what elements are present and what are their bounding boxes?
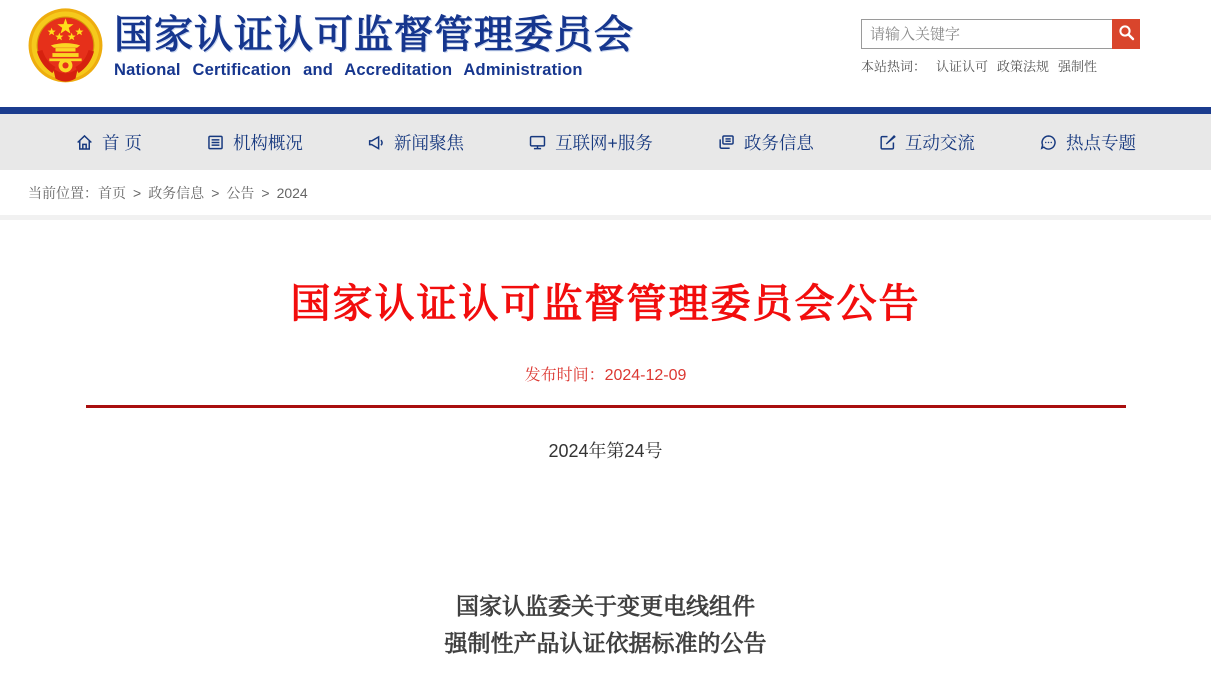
breadcrumb-separator: > [211, 184, 220, 201]
site-title-block [114, 6, 634, 80]
nav-label: 热点专题 [1065, 132, 1136, 153]
site-title-zh: 国家认证认可监督管理委员会 [114, 14, 635, 57]
search-icon [1118, 24, 1135, 44]
nav-label: 首 页 [102, 132, 142, 153]
nav-item-gov-info[interactable] [717, 130, 814, 155]
nav-item-news[interactable] [367, 130, 464, 155]
nav-item-home[interactable] [75, 130, 142, 155]
publish-date [0, 362, 1211, 385]
gov-info-icon [717, 133, 736, 152]
hot-word-link[interactable]: 认证认可 [936, 59, 989, 74]
search-area [861, 19, 1140, 75]
page-title: 国家认证认可监督管理委员会公告 [290, 282, 921, 326]
search-input[interactable] [861, 19, 1112, 49]
org-overview-icon [206, 133, 225, 152]
site-logo-link[interactable] [27, 6, 634, 99]
home-icon [75, 133, 94, 152]
nav-item-interaction[interactable] [878, 130, 975, 155]
hot-words-label: 本站热词： [861, 59, 927, 74]
breadcrumb-item-announcements[interactable]: 公告 [226, 184, 255, 201]
national-emblem-icon [27, 6, 104, 99]
title-rule [86, 405, 1126, 408]
hot-word-link[interactable]: 政策法规 [997, 59, 1050, 74]
announcement-title-line1: 国家认监委关于变更电线组件 [456, 593, 755, 619]
hot-word-link[interactable]: 强制性 [1058, 59, 1098, 74]
nav-label: 互联网+服务 [555, 132, 653, 153]
nav-label: 机构概况 [232, 132, 303, 153]
interaction-edit-icon [878, 133, 897, 152]
breadcrumb-label: 当前位置： [28, 184, 98, 201]
publish-date-value: 2024-12-09 [604, 367, 687, 384]
nav-item-org-overview[interactable] [206, 130, 303, 155]
nav-item-internet-service[interactable] [528, 130, 653, 155]
breadcrumb-separator: > [133, 184, 142, 201]
breadcrumb-item-gov-info[interactable]: 政务信息 [148, 184, 205, 201]
breadcrumb-item-2024[interactable]: 2024 [276, 184, 308, 201]
breadcrumb-item-home[interactable]: 首页 [98, 184, 126, 201]
news-megaphone-icon [367, 133, 386, 152]
breadcrumb-separator: > [261, 184, 270, 201]
breadcrumb [0, 170, 1211, 215]
article-content [0, 280, 1211, 662]
main-nav [0, 114, 1211, 170]
breadcrumb-divider [0, 215, 1211, 220]
hot-words-row [861, 56, 1140, 75]
nav-label: 政务信息 [743, 132, 814, 153]
internet-service-icon [528, 133, 547, 152]
hot-topics-chat-icon [1039, 133, 1058, 152]
announcement-title-line2: 强制性产品认证依据标准的公告 [444, 630, 767, 656]
header-divider-bar [0, 107, 1211, 114]
site-header [0, 0, 1211, 107]
nav-label: 互动交流 [904, 132, 975, 153]
announcement-title [0, 588, 1211, 662]
nav-label: 新闻聚焦 [394, 132, 464, 153]
document-number: 2024年第24号 [548, 441, 663, 461]
publish-date-label: 发布时间： [524, 367, 605, 384]
search-button[interactable] [1112, 19, 1140, 49]
site-title-en: National Certification and Accreditation Administration [114, 61, 583, 79]
nav-item-hot-topics[interactable] [1039, 130, 1136, 155]
